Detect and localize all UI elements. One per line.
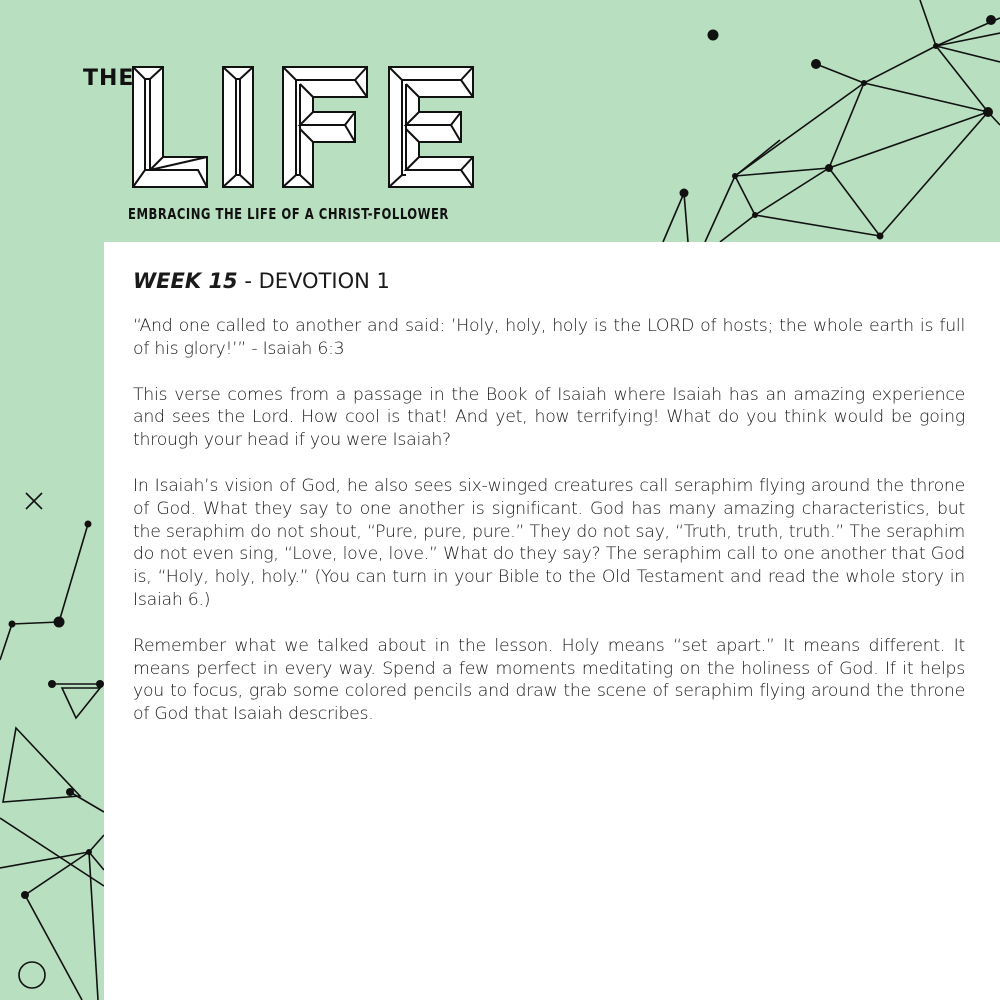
star-dot: [48, 680, 56, 688]
body-paragraph: In Isaiah’s vision of God, he also sees six-winged creatures call seraphim flying around the throne of God. What they say to one another is significant. God has many amazing characteristics, but the seraphim do not shout, “Pure, pure, pure.” They do not say, “Truth, truth, truth.” The seraphim do not even sing, “Love, love, love.” What do they say? The seraphim call to one another that God is, “Holy, holy, holy.” (You can turn in your Bible to the Old Testament and read the whole story in Isaiah 6.): [133, 475, 965, 610]
star-dot: [9, 621, 16, 628]
body-paragraph: This verse comes from a passage in the Book of Isaiah where Isaiah has an amazing experience and sees the Lord. How cool is that! And yet, how terrifying! What do you think would be going through your head if you were Isaiah?: [133, 384, 965, 451]
devotion-label: DEVOTION 1: [258, 269, 390, 293]
star-dot: [66, 788, 74, 796]
left-constellation: [0, 493, 104, 1000]
star-dot: [96, 680, 104, 688]
heading-separator: -: [237, 269, 259, 293]
star-dot: [825, 164, 833, 172]
scripture-quote: “And one called to another and said: ’Holy, holy, holy is the LORD of hosts; the whole earth is full of his glory!’” - Isaiah 6:3: [133, 316, 965, 359]
logo-the-text: THE: [83, 66, 135, 91]
star-dot: [732, 173, 738, 179]
star-dot: [986, 15, 996, 25]
star-dot: [877, 233, 884, 240]
body-paragraph: Remember what we talked about in the lesson. Holy means “set apart.” It means different. It means perfect in every way. Spend a few moments meditating on the holiness of God. If it helps you to focus, grab some colored pencils and draw the scene of seraphim flying around the throne of God that Isaiah describes.: [133, 635, 965, 725]
star-dot: [21, 891, 29, 899]
star-dot: [811, 59, 821, 69]
star-dot: [54, 617, 65, 628]
logo-tagline: EMBRACING THE LIFE OF A CHRIST-FOLLOWER: [128, 205, 449, 223]
star-dot: [708, 30, 719, 41]
star-dot: [85, 521, 92, 528]
star-dot: [983, 107, 993, 117]
devotion-heading: [133, 266, 965, 296]
life-logo: [133, 67, 473, 187]
star-dot: [680, 189, 689, 198]
week-label: WEEK 15: [133, 269, 238, 293]
star-dot: [752, 212, 758, 218]
star-dot: [861, 80, 867, 86]
star-dot: [86, 849, 92, 855]
star-dot: [933, 43, 939, 49]
devotion-content: [133, 266, 965, 749]
